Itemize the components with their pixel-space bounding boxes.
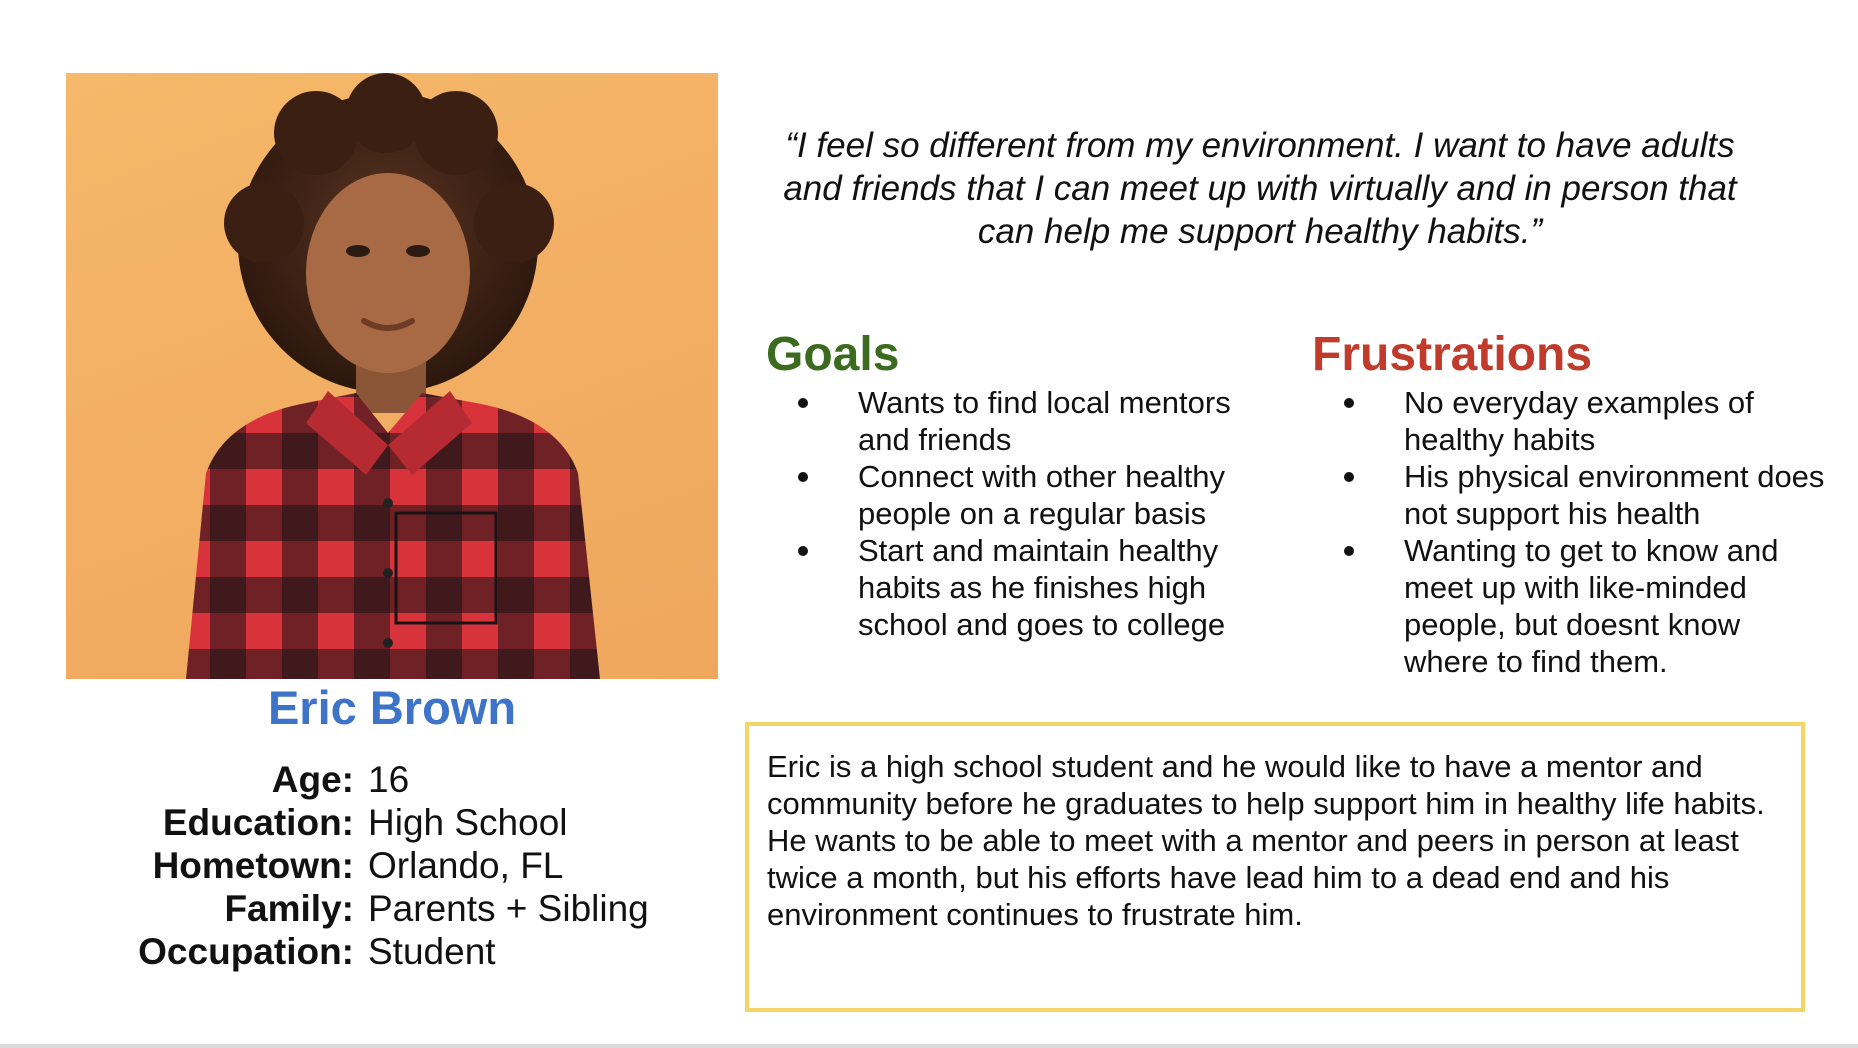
goal-item <box>766 532 1266 643</box>
summary-text: Eric is a high school student and he would like to have a mentor and community before he graduates to help support him in healthy life habits. He wants to be able to meet with a mentor and peers in person at least twice a month, but his efforts have lead him to a dead end and his environment continues to frustrate him. <box>767 749 1765 932</box>
detail-row-education <box>120 801 680 844</box>
detail-value: 16 <box>368 759 410 800</box>
goals-section <box>766 326 1266 643</box>
bullet-icon <box>798 472 808 482</box>
frustration-item <box>1312 532 1832 680</box>
bullet-icon <box>1344 472 1354 482</box>
summary-box <box>745 722 1805 1012</box>
goal-item <box>766 384 1266 458</box>
detail-row-hometown <box>120 844 680 887</box>
frustration-text: No everyday examples of healthy habits <box>1404 385 1754 457</box>
goal-text: Start and maintain healthy habits as he finishes high school and goes to college <box>858 533 1226 642</box>
detail-label: Hometown: <box>152 845 354 886</box>
frustration-text: Wanting to get to know and meet up with like-minded people, but doesnt know where to find them. <box>1404 533 1779 679</box>
bullet-icon <box>1344 546 1354 556</box>
detail-value: Parents + Sibling <box>368 888 649 929</box>
persona-quote: “I feel so different from my environment. I want to have adults and friends that I can meet up with virtually and in person that can help me support healthy habits.” <box>783 126 1737 251</box>
detail-value: Student <box>368 931 496 972</box>
detail-label: Family: <box>224 888 354 929</box>
detail-label: Age: <box>271 759 354 800</box>
detail-label: Education: <box>162 802 354 843</box>
frustration-text: His physical environment does not support his health <box>1404 459 1825 531</box>
frustration-item <box>1312 384 1832 458</box>
persona-name: Eric Brown <box>267 681 517 734</box>
bullet-icon <box>1344 398 1354 408</box>
detail-row-occupation <box>120 930 680 973</box>
bullet-icon <box>798 546 808 556</box>
detail-value: High School <box>368 802 568 843</box>
frustrations-list <box>1312 384 1832 680</box>
goal-text: Connect with other healthy people on a regular basis <box>858 459 1226 531</box>
persona-photo <box>66 73 718 679</box>
goals-list <box>766 384 1266 643</box>
detail-value: Orlando, FL <box>368 845 564 886</box>
goal-item <box>766 458 1266 532</box>
frustrations-title: Frustrations <box>1312 328 1593 381</box>
detail-label: Occupation: <box>138 931 354 972</box>
bottom-divider <box>0 1044 1858 1048</box>
frustrations-section <box>1312 326 1832 680</box>
bullet-icon <box>798 398 808 408</box>
detail-row-age <box>120 758 680 801</box>
frustration-item <box>1312 458 1832 532</box>
detail-row-family <box>120 887 680 930</box>
goal-text: Wants to find local mentors and friends <box>858 385 1231 457</box>
goals-title: Goals <box>766 328 900 381</box>
persona-details <box>120 758 680 973</box>
